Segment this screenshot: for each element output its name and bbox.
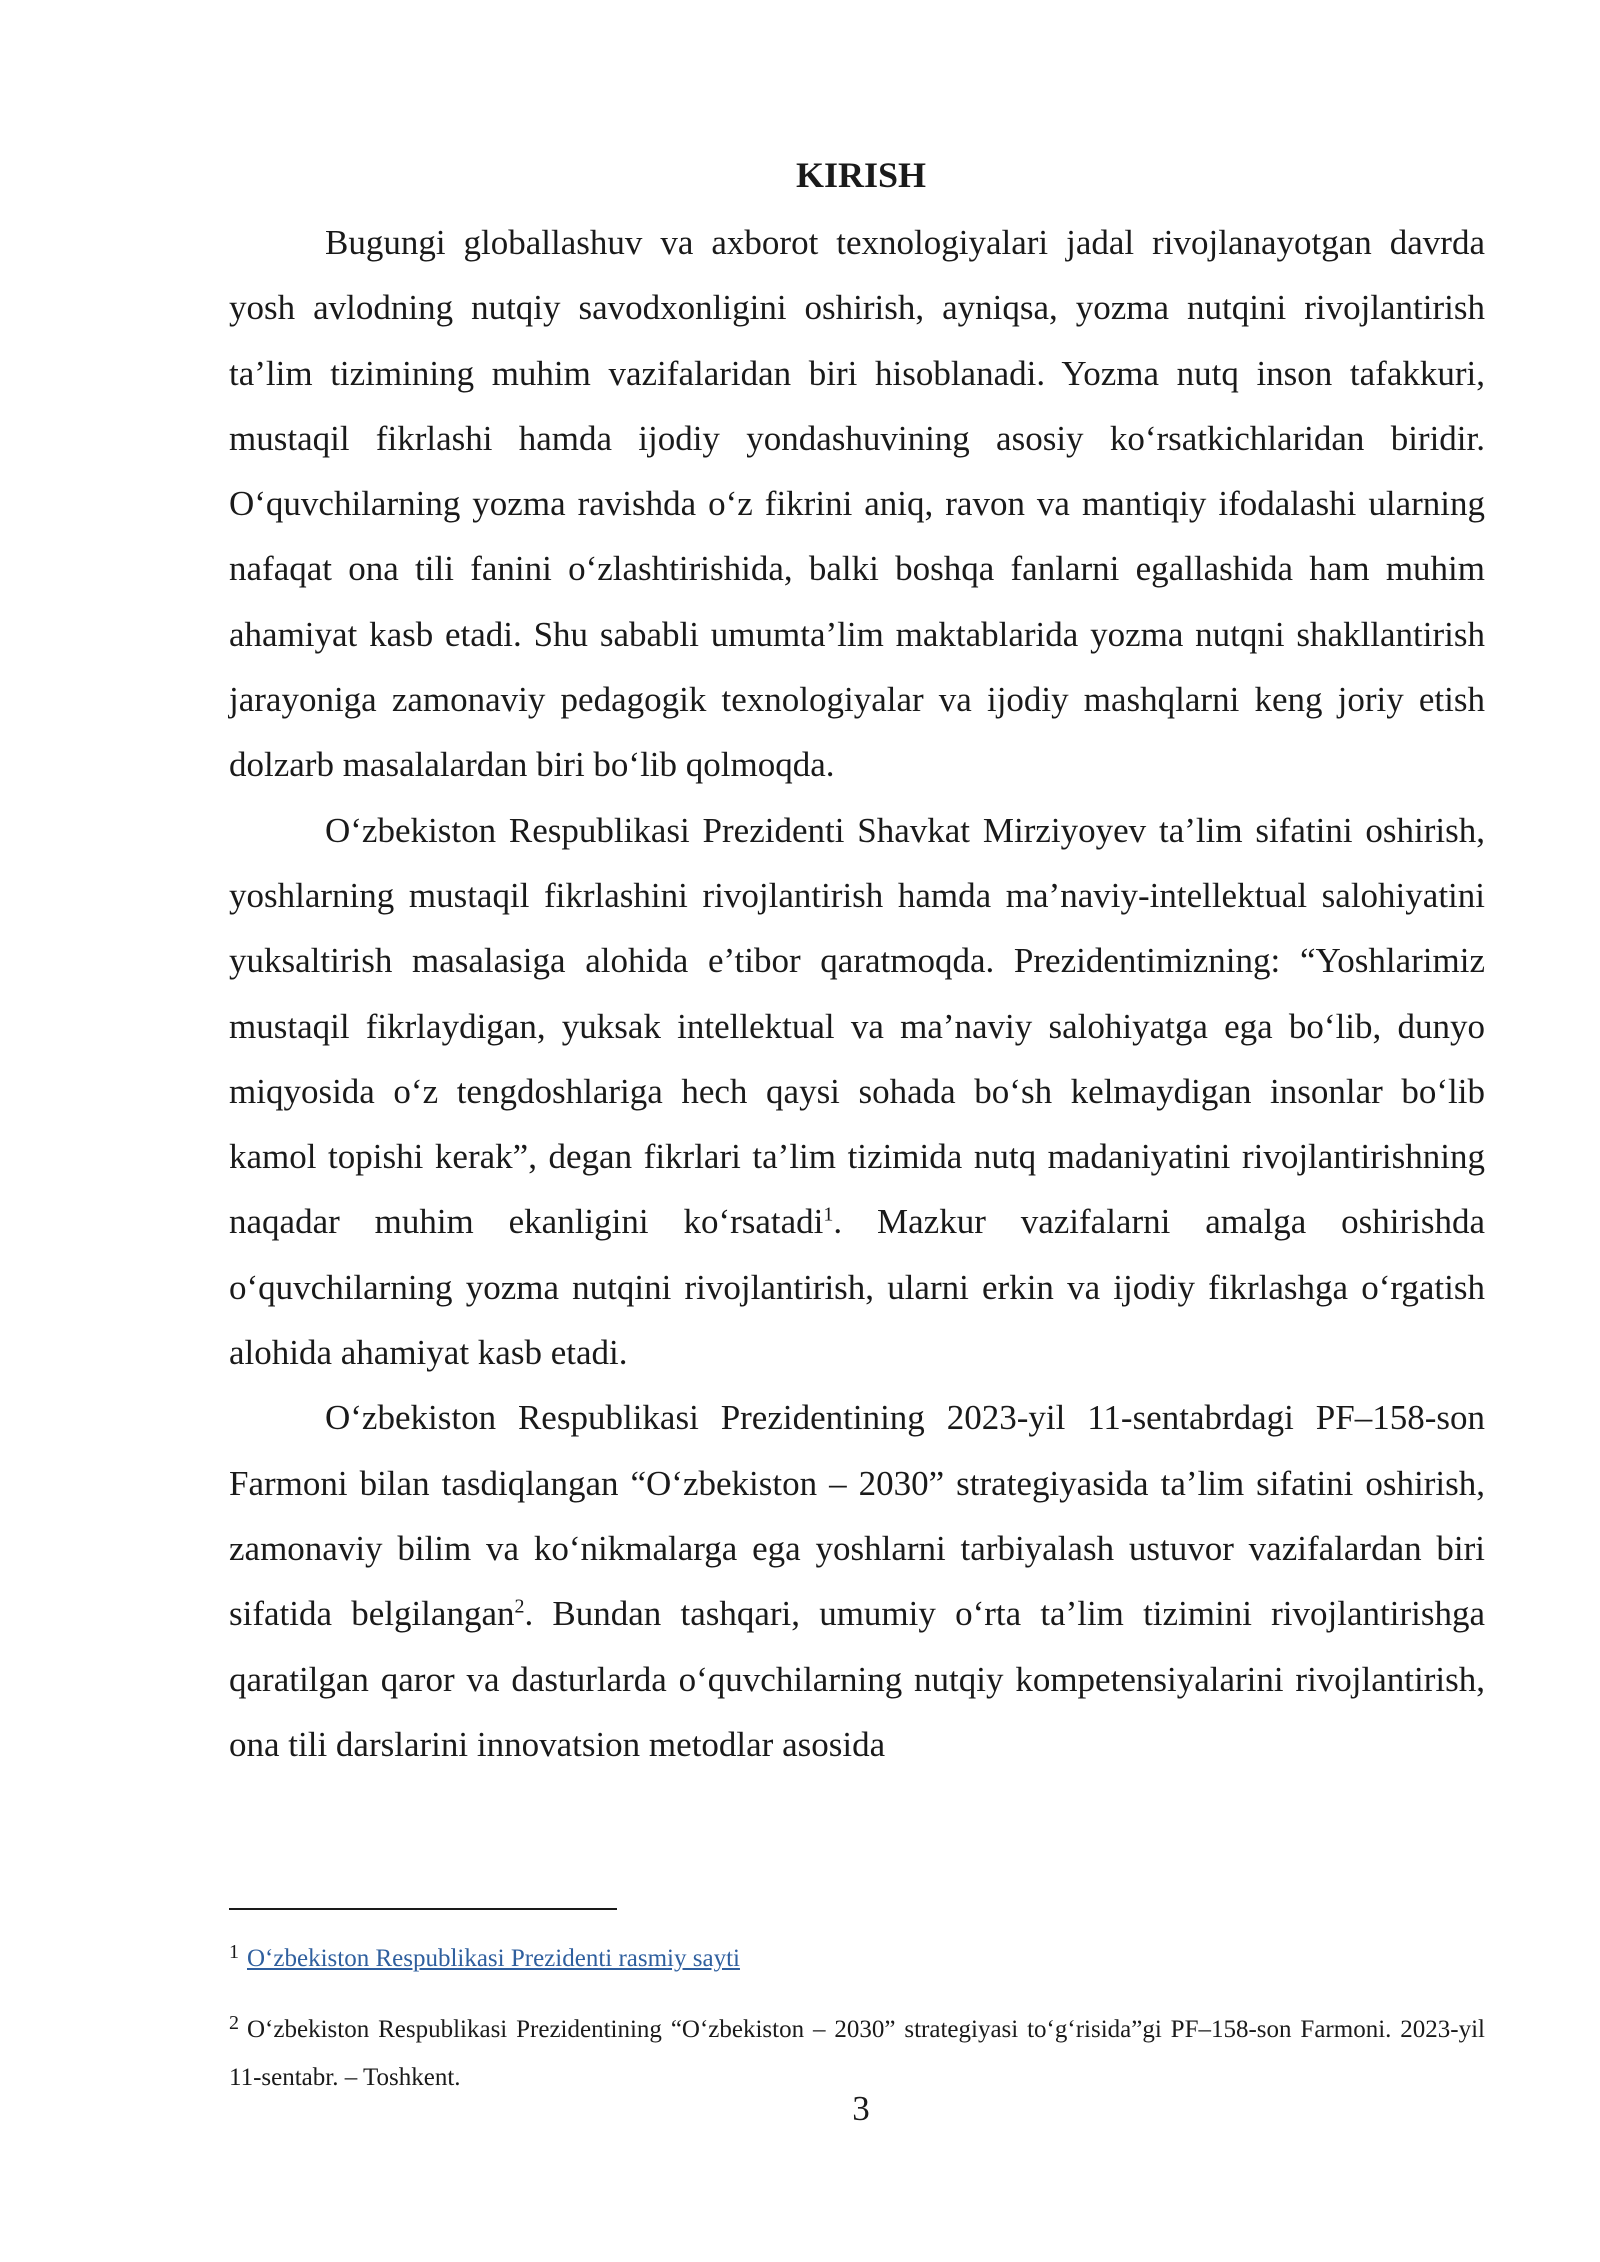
paragraph-3-text: O‘zbekiston Respublikasi Prezidentining 2023-yil 11-sentabrdagi PF–158-son Farmoni bilan tasdiqlangan “O‘zbekiston – 2030” strategiyasida ta’lim sifatini oshirish, zamonaviy bilim va ko‘nikmalarga ega yoshlarni tarbiyalash ustuvor vazifalardan biri sifatida belgilangan	[229, 1398, 1485, 1634]
body-text	[229, 210, 1485, 1777]
footnotes	[229, 1928, 1485, 2102]
footnote-2-text: O‘zbekiston Respublikasi Prezidentining “O‘zbekiston – 2030” strategiyasi to‘g‘risida”gi PF–158-son Farmoni. 2023-yil 11-sentabr. – Toshkent.	[229, 2016, 1485, 2091]
paragraph-2-text: O‘zbekiston Respublikasi Prezidenti Shavkat Mirziyoyev ta’lim sifatini oshirish, yoshlarning mustaqil fikrlashini rivojlantirish hamda ma’naviy-intellektual salohiyatini yuksaltirish masalasiga alohida e’tibor qaratmoqda. Prezidentimizning: “Yoshlarimiz mustaqil fikrlaydigan, yuksak intellektual va ma’naviy salohiyatga ega bo‘lib, dunyo miqyosida o‘z tengdoshlariga hech qaysi sohada bo‘sh kelmaydigan insonlar bo‘lib kamol topishi kerak”, degan fikrlari ta’lim tizimida nutq madaniyatini rivojlantirishning naqadar muhim ekanligini ko‘rsatadi	[229, 810, 1485, 1242]
paragraph-2	[229, 798, 1485, 1386]
footnote-ref-1: 1	[823, 1203, 834, 1226]
paragraph-2-text-cont: . Mazkur vazifalarni amalga oshirishda o‘quvchilarning yozma nutqini rivojlantirish, ularni erkin va ijodiy fikrlashga o‘rgatish alohida ahamiyat kasb etadi.	[229, 1202, 1485, 1373]
paragraph-1: Bugungi globallashuv va axborot texnologiyalari jadal rivojlanayotgan davrda yosh avlodning nutqiy savodxonligini oshirish, ayniqsa, yozma nutqini rivojlantirish ta’lim tizimining muhim vazifalaridan biri hisoblanadi. Yozma nutq inson tafakkuri, mustaqil fikrlashi hamda ijodiy yondashuvining asosiy ko‘rsatkichlaridan biridir. O‘quvchilarning yozma ravishda o‘z fikrini aniq, ravon va mantiqiy ifodalashi ularning nafaqat ona tili fanini o‘zlashtirishida, balki boshqa fanlarni egallashida ham muhim ahamiyat kasb etadi. Shu sababli umumta’lim maktablarida yozma nutqni shakllantirish jarayoniga zamonaviy pedagogik texnologiyalar va ijodiy mashqlarni keng joriy etish dolzarb masalalardan biri bo‘lib qolmoqda.	[229, 223, 1485, 785]
page-number: 3	[852, 2089, 870, 2128]
footnote-1	[229, 1928, 1485, 1983]
section-title: KIRISH	[795, 155, 927, 195]
footnote-1-link[interactable]: O‘zbekiston Respublikasi Prezidenti rasmiy sayti	[247, 1945, 740, 1972]
paragraph-3	[229, 1385, 1485, 1777]
paragraph-3-text-cont: . Bundan tashqari, umumiy o‘rta ta’lim tizimini rivojlantirishga qaratilgan qaror va dasturlarda o‘quvchilarning nutqiy kompetensiyalarini rivojlantirish, ona tili darslarini innovatsion metodlar asosida	[229, 1594, 1485, 1764]
footnote-1-number: 1	[229, 1941, 239, 1963]
footnote-2-number: 2	[229, 2012, 239, 2034]
footnote-ref-2: 2	[514, 1595, 525, 1618]
footnote-separator	[229, 1908, 617, 1910]
